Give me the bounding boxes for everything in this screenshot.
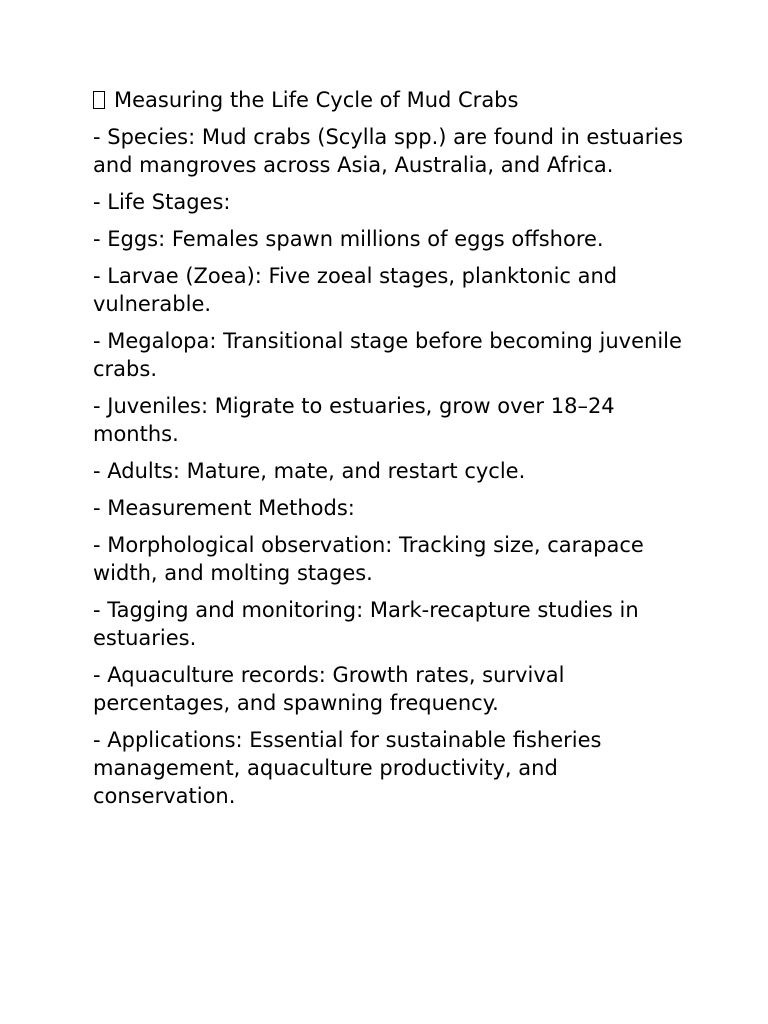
- paragraph-eggs: - Eggs: Females spawn millions of eggs offshore.: [93, 227, 604, 251]
- paragraph-morphological-observation: - Morphological observation: Tracking size, carapace width, and molting stages.: [93, 533, 644, 585]
- missing-glyph-icon: [93, 91, 105, 109]
- paragraph-tagging-monitoring: - Tagging and monitoring: Mark-recapture studies in estuaries.: [93, 598, 639, 650]
- paragraph-species: - Species: Mud crabs (Scylla spp.) are found in estuaries and mangroves across Asia, Australia, and Africa.: [93, 125, 684, 177]
- paragraph-adults: - Adults: Mature, mate, and restart cycle.: [93, 459, 526, 483]
- document-page: [93, 86, 693, 819]
- paragraph-life-stages: - Life Stages:: [93, 190, 231, 214]
- document-title: Measuring the Life Cycle of Mud Crabs: [114, 88, 519, 112]
- paragraph-megalopa: - Megalopa: Transitional stage before becoming juvenile crabs.: [93, 329, 682, 381]
- paragraph-larvae: - Larvae (Zoea): Five zoeal stages, planktonic and vulnerable.: [93, 264, 618, 316]
- paragraph-juveniles: - Juveniles: Migrate to estuaries, grow over 18–24 months.: [93, 394, 615, 446]
- paragraph-measurement-methods: - Measurement Methods:: [93, 496, 355, 520]
- paragraph-aquaculture-records: - Aquaculture records: Growth rates, survival percentages, and spawning frequency.: [93, 663, 565, 715]
- paragraph-applications: - Applications: Essential for sustainable fisheries management, aquaculture productivity, and conservation.: [93, 728, 602, 808]
- document-title-row: [93, 86, 693, 114]
